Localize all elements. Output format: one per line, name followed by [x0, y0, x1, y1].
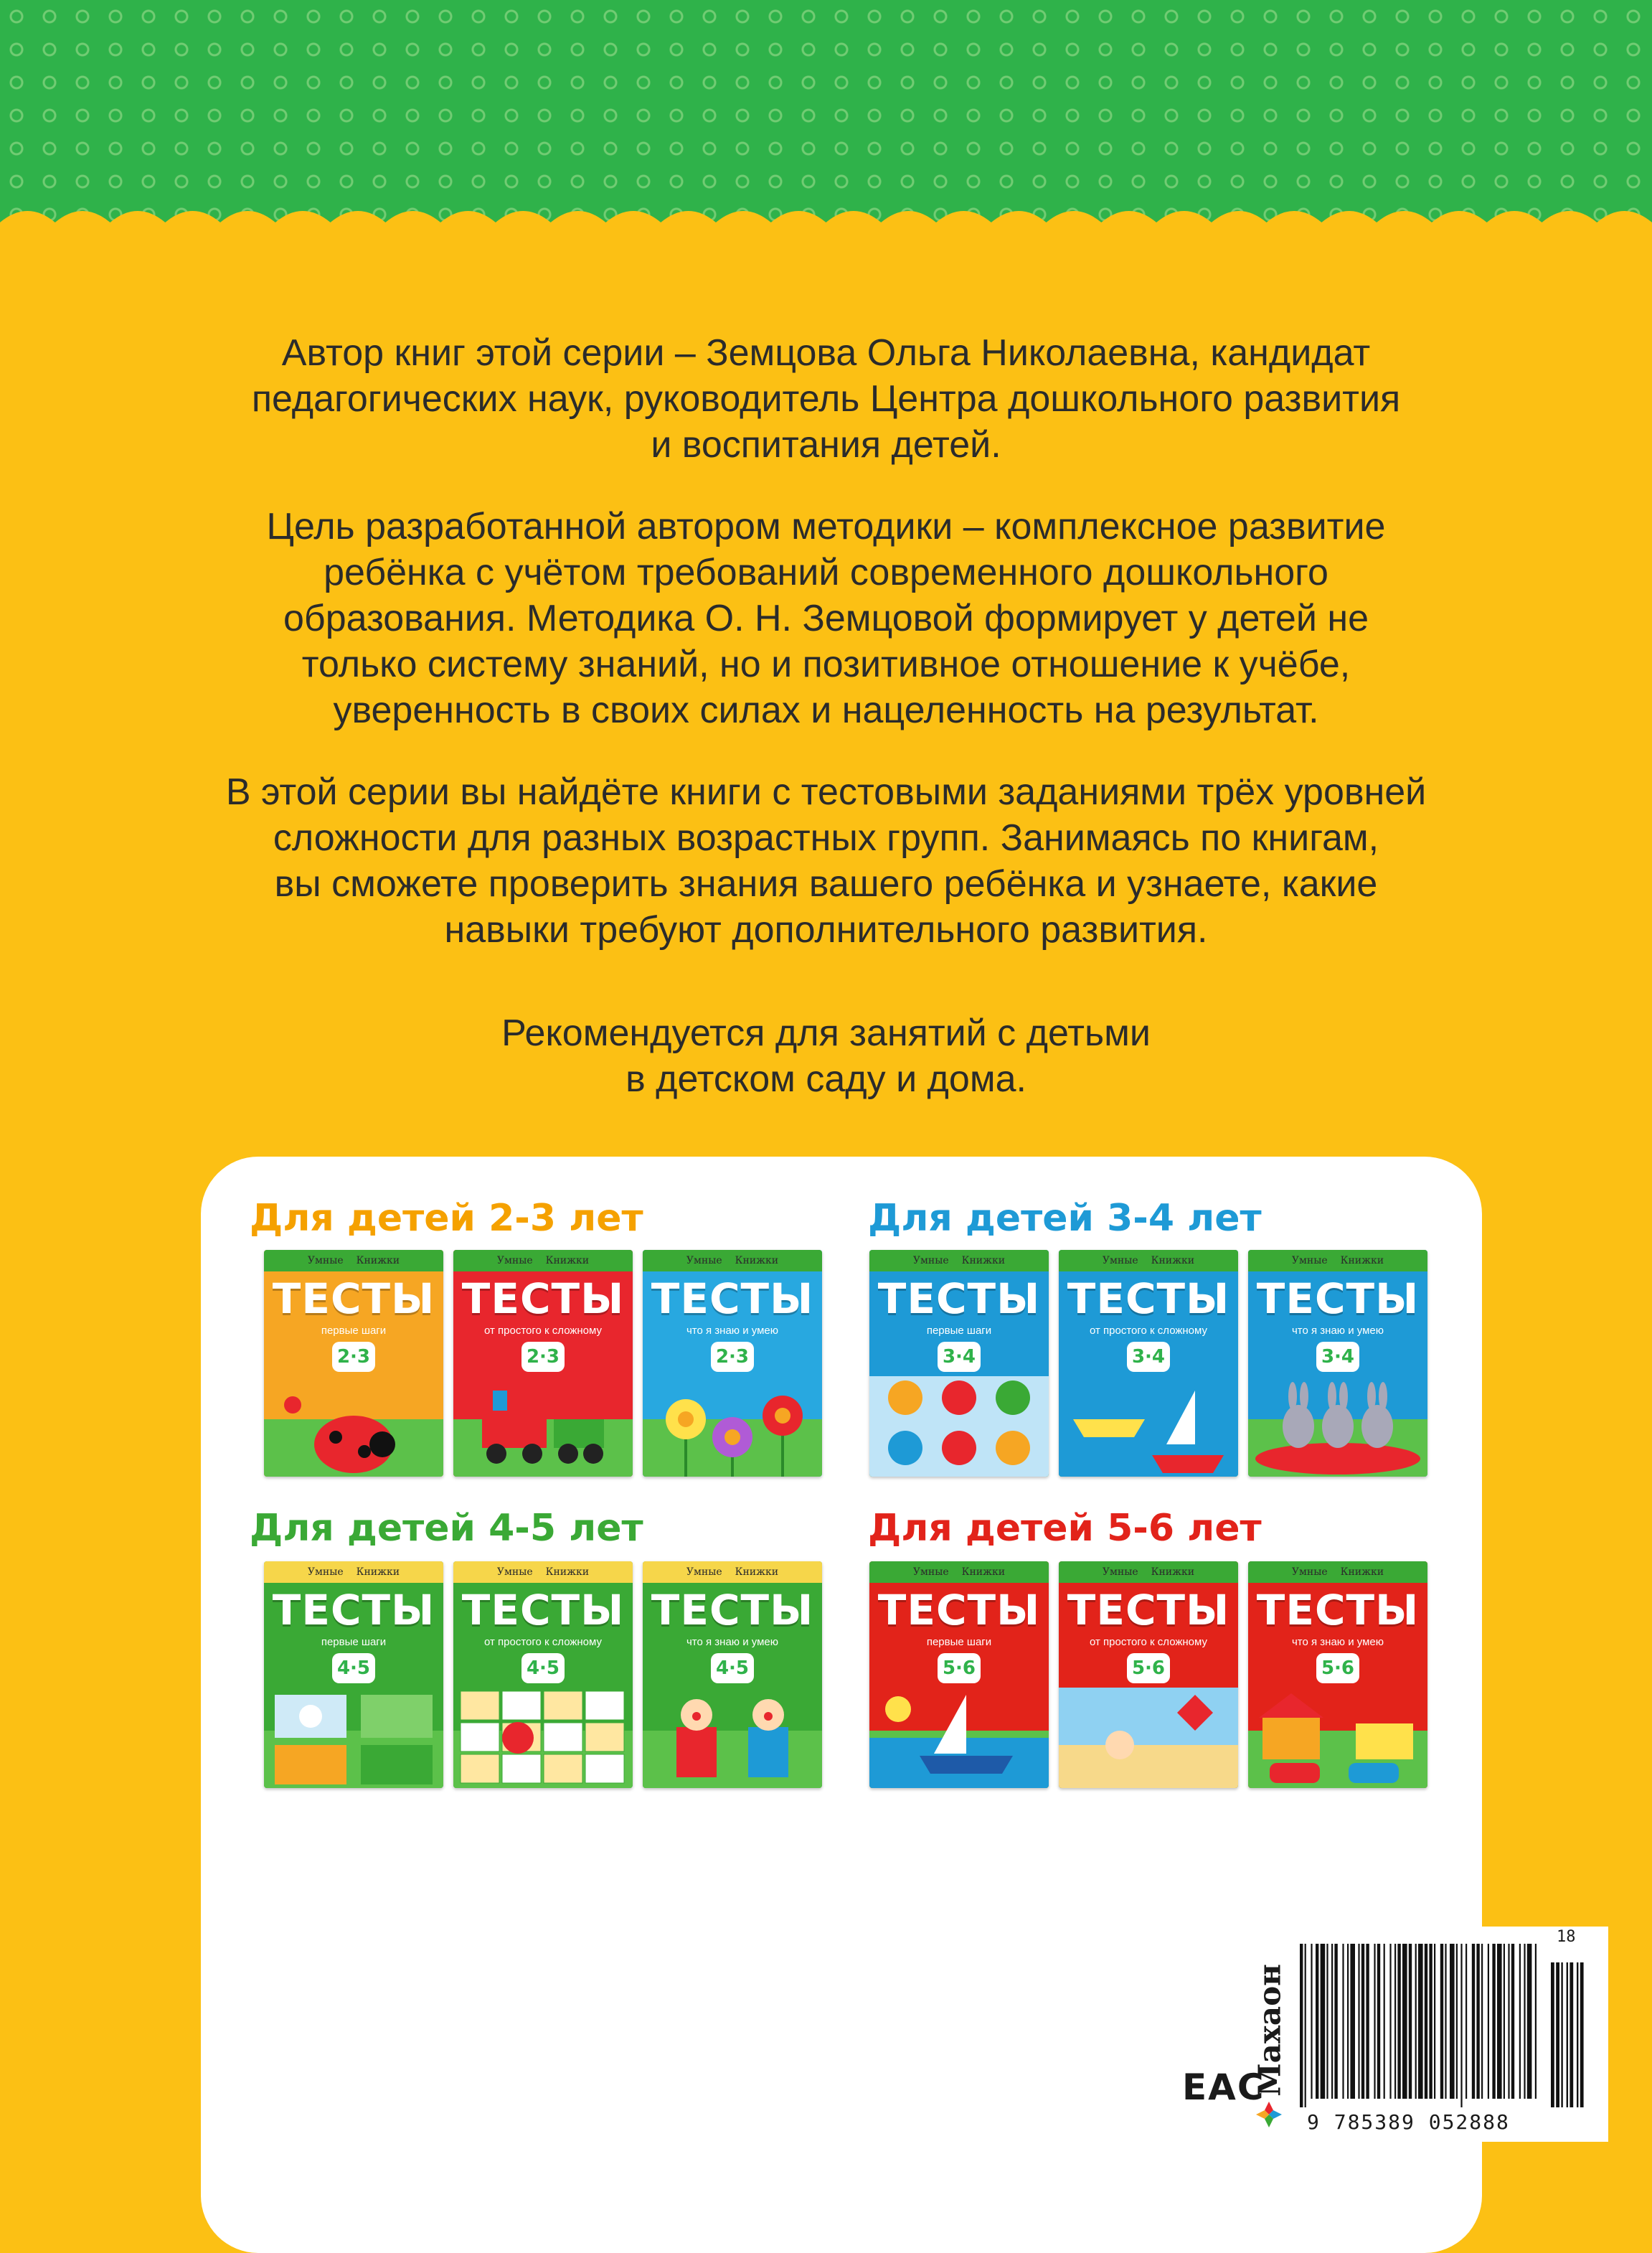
- series-label: Книжки: [545, 1255, 590, 1266]
- book-illustration: [643, 1376, 822, 1477]
- book-cover: [264, 1561, 443, 1788]
- book-age-badge: 5·6: [1127, 1653, 1170, 1683]
- series-stripe: [264, 1250, 443, 1271]
- barcode-label: [1244, 1927, 1608, 2142]
- book-age-badge: 4·5: [711, 1653, 754, 1683]
- series-label: Умные: [1291, 1255, 1328, 1266]
- series-label: Умные: [686, 1255, 722, 1266]
- book-subtitle: от простого к сложному: [483, 1325, 603, 1337]
- intro-line: образования. Методика О. Н. Земцовой формирует у детей не: [283, 598, 1369, 639]
- series-label: Умные: [307, 1566, 344, 1578]
- series-label: Книжки: [961, 1566, 1006, 1578]
- book-illustration: [643, 1688, 822, 1788]
- book-age-badge: 2·3: [711, 1342, 754, 1372]
- book-subtitle: первые шаги: [321, 1325, 387, 1337]
- intro-paragraph-method: [108, 504, 1544, 733]
- barcode-addon-digits: 18: [1557, 1928, 1576, 1946]
- book-subtitle: что я знаю и умею: [686, 1325, 779, 1337]
- book-illustration: [1248, 1688, 1427, 1788]
- series-stripe: [453, 1250, 633, 1271]
- series-label: Умные: [496, 1566, 533, 1578]
- book-subtitle: первые шаги: [926, 1325, 992, 1337]
- book-title: ТЕСТЫ: [1067, 1274, 1230, 1323]
- intro-paragraph-series: [108, 769, 1544, 953]
- series-label: Книжки: [545, 1566, 590, 1578]
- book-subtitle: от простого к сложному: [483, 1636, 603, 1648]
- book-age-badge: 5·6: [1316, 1653, 1359, 1683]
- intro-line: в детском саду и дома.: [626, 1058, 1026, 1100]
- series-label: Умные: [686, 1566, 722, 1578]
- intro-line: вы сможете проверить знания вашего ребёнка и узнаете, какие: [274, 863, 1378, 905]
- book-title: ТЕСТЫ: [651, 1586, 814, 1635]
- book-cover: [869, 1561, 1049, 1788]
- series-stripe: [869, 1561, 1049, 1583]
- book-age-badge: 2·3: [332, 1342, 375, 1372]
- series-stripe: [869, 1250, 1049, 1271]
- series-label: Умные: [307, 1255, 344, 1266]
- age-group-title: Для детей 3-4 лет: [868, 1197, 1262, 1240]
- book-title: ТЕСТЫ: [461, 1586, 625, 1635]
- book-cover: [643, 1561, 822, 1788]
- series-stripe: [643, 1250, 822, 1271]
- book-title: ТЕСТЫ: [461, 1274, 625, 1323]
- book-illustration: [453, 1688, 633, 1788]
- book-title: ТЕСТЫ: [877, 1586, 1041, 1635]
- book-title: ТЕСТЫ: [1067, 1586, 1230, 1635]
- intro-line: только систему знаний, но и позитивное отношение к учёбе,: [301, 644, 1351, 685]
- book-cover: [1059, 1250, 1238, 1477]
- intro-line: педагогических наук, руководитель Центра дошкольного развития: [251, 378, 1401, 420]
- age-group-title: Для детей 2-3 лет: [250, 1197, 643, 1240]
- eac-mark: EAC: [1182, 2066, 1265, 2108]
- scalloped-edge: [0, 194, 1652, 280]
- book-subtitle: первые шаги: [321, 1636, 387, 1648]
- book-cover: [1248, 1250, 1427, 1477]
- book-title: ТЕСТЫ: [272, 1274, 435, 1323]
- intro-line: ребёнка с учётом требований современного дошкольного: [324, 552, 1328, 593]
- series-stripe: [1248, 1250, 1427, 1271]
- intro-line: навыки требуют дополнительного развития.: [444, 909, 1208, 951]
- intro-line: В этой серии вы найдёте книги с тестовыми заданиями трёх уровней: [225, 771, 1427, 813]
- barcode-icon: [1300, 1944, 1601, 2107]
- publisher-name: Махаон: [1252, 1964, 1288, 2097]
- book-cover: [869, 1250, 1049, 1477]
- series-label: Книжки: [356, 1255, 400, 1266]
- series-stripe: [1059, 1250, 1238, 1271]
- series-label: Умные: [1291, 1566, 1328, 1578]
- book-title: ТЕСТЫ: [272, 1586, 435, 1635]
- intro-line: Рекомендуется для занятий с детьми: [501, 1012, 1151, 1054]
- series-label: Книжки: [1151, 1566, 1195, 1578]
- book-illustration: [869, 1688, 1049, 1788]
- book-illustration: [1248, 1376, 1427, 1477]
- book-cover: [1248, 1561, 1427, 1788]
- book-title: ТЕСТЫ: [877, 1274, 1041, 1323]
- book-age-badge: 4·5: [521, 1653, 565, 1683]
- book-subtitle: от простого к сложному: [1089, 1325, 1208, 1337]
- book-illustration: [453, 1376, 633, 1477]
- intro-line: сложности для разных возрастных групп. Занимаясь по книгам,: [273, 817, 1379, 859]
- series-label: Книжки: [961, 1255, 1006, 1266]
- book-subtitle: первые шаги: [926, 1636, 992, 1648]
- book-cover: [264, 1250, 443, 1477]
- age-group-title: Для детей 4-5 лет: [250, 1507, 643, 1550]
- age-group-title: Для детей 5-6 лет: [868, 1507, 1262, 1550]
- barcode-isbn-digits: 9 785389 052888: [1307, 2110, 1510, 2134]
- book-age-badge: 4·5: [332, 1653, 375, 1683]
- series-label: Книжки: [356, 1566, 400, 1578]
- series-stripe: [643, 1561, 822, 1583]
- series-label: Книжки: [1340, 1255, 1384, 1266]
- book-illustration: [869, 1376, 1049, 1477]
- series-label: Умные: [1102, 1255, 1138, 1266]
- intro-line: уверенность в своих силах и нацеленность на результат.: [333, 690, 1319, 731]
- series-stripe: [1248, 1561, 1427, 1583]
- book-subtitle: что я знаю и умею: [1291, 1636, 1384, 1648]
- series-label: Умные: [496, 1255, 533, 1266]
- series-label: Книжки: [735, 1566, 779, 1578]
- book-illustration: [264, 1376, 443, 1477]
- book-age-badge: 5·6: [938, 1653, 981, 1683]
- book-title: ТЕСТЫ: [1256, 1274, 1420, 1323]
- book-subtitle: что я знаю и умею: [1291, 1325, 1384, 1337]
- series-label: Книжки: [1340, 1566, 1384, 1578]
- intro-line: и воспитания детей.: [651, 424, 1001, 466]
- series-label: Книжки: [735, 1255, 779, 1266]
- book-title: ТЕСТЫ: [1256, 1586, 1420, 1635]
- series-label: Умные: [912, 1255, 949, 1266]
- book-illustration: [264, 1688, 443, 1788]
- book-cover: [1059, 1561, 1238, 1788]
- book-illustration: [1059, 1376, 1238, 1477]
- series-stripe: [453, 1561, 633, 1583]
- series-label: Умные: [1102, 1566, 1138, 1578]
- series-label: Умные: [912, 1566, 949, 1578]
- series-label: Книжки: [1151, 1255, 1195, 1266]
- book-subtitle: от простого к сложному: [1089, 1636, 1208, 1648]
- book-cover: [453, 1250, 633, 1477]
- book-cover: [643, 1250, 822, 1477]
- intro-paragraph-recommendation: [108, 1010, 1544, 1102]
- book-age-badge: 3·4: [1127, 1342, 1170, 1372]
- book-subtitle: что я знаю и умею: [686, 1636, 779, 1648]
- series-stripe: [1059, 1561, 1238, 1583]
- intro-line: Цель разработанной автором методики – комплексное развитие: [266, 506, 1386, 547]
- book-cover: [453, 1561, 633, 1788]
- book-age-badge: 2·3: [521, 1342, 565, 1372]
- book-age-badge: 3·4: [938, 1342, 981, 1372]
- intro-line: Автор книг этой серии – Земцова Ольга Николаевна, кандидат: [281, 332, 1371, 374]
- book-age-badge: 3·4: [1316, 1342, 1359, 1372]
- book-title: ТЕСТЫ: [651, 1274, 814, 1323]
- series-stripe: [264, 1561, 443, 1583]
- book-illustration: [1059, 1688, 1238, 1788]
- intro-paragraph-author: [108, 330, 1544, 468]
